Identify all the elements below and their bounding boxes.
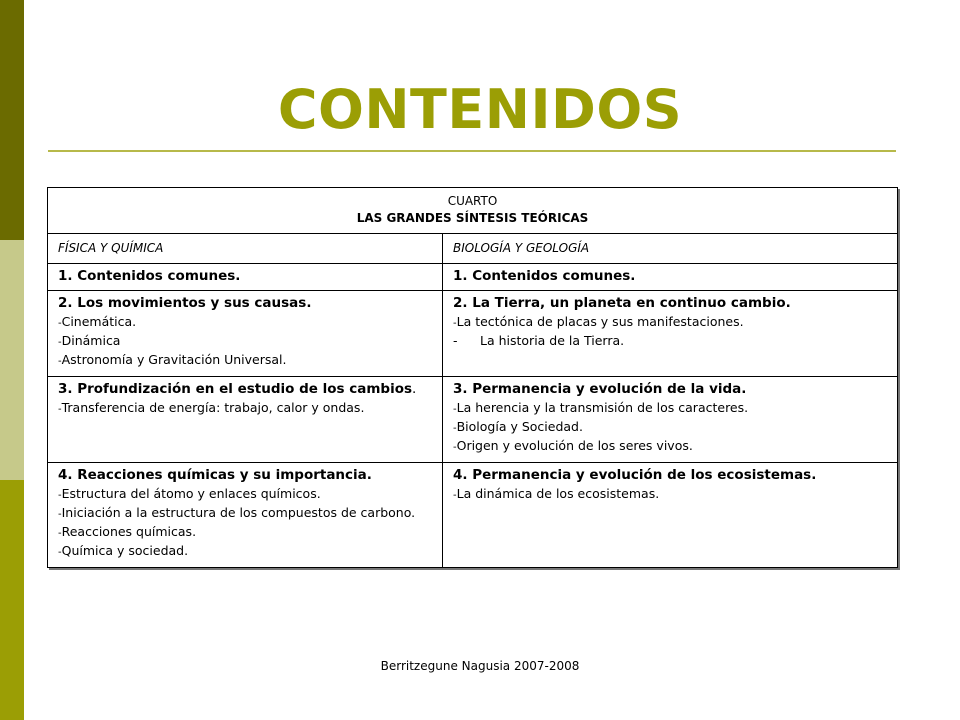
table-cell — [443, 264, 898, 291]
list-item: -Biología y Sociedad. — [453, 419, 583, 434]
table-cell — [443, 463, 898, 568]
table-cell — [48, 377, 443, 463]
list-item: -Transferencia de energía: trabajo, calor y ondas. — [58, 400, 365, 415]
table-cell — [48, 264, 443, 291]
section-title: 1. Contenidos comunes. — [58, 268, 241, 284]
list-item: -La dinámica de los ecosistemas. — [453, 486, 660, 501]
list-item: -Cinemática. — [58, 314, 137, 329]
table-cell — [443, 291, 898, 377]
section-title: 4. Reacciones químicas y su importancia. — [58, 467, 372, 483]
accent-bar-bottom — [0, 480, 24, 720]
list-item: - La historia de la Tierra. — [453, 333, 625, 348]
section-title: 2. La Tierra, un planeta en continuo cambio. — [453, 295, 791, 311]
subject-biology-geology: BIOLOGÍA Y GEOLOGÍA — [443, 234, 898, 264]
section-title: 3. Permanencia y evolución de la vida. — [453, 381, 747, 397]
list-item: -Iniciación a la estructura de los compuestos de carbono. — [58, 505, 416, 520]
table-row — [48, 377, 898, 463]
subjects-row — [48, 234, 898, 264]
section-title: 1. Contenidos comunes. — [453, 268, 636, 284]
table-row — [48, 463, 898, 568]
title-divider — [48, 150, 896, 152]
contents-table — [47, 187, 898, 568]
list-item: -La tectónica de placas y sus manifestaciones. — [453, 314, 744, 329]
section-title: 2. Los movimientos y sus causas. — [58, 295, 312, 311]
list-item: -Química y sociedad. — [58, 543, 189, 558]
course-label: CUARTO — [447, 194, 498, 208]
list-item: -La herencia y la transmisión de los caracteres. — [453, 400, 749, 415]
list-item: -Origen y evolución de los seres vivos. — [453, 438, 693, 453]
slide-title: CONTENIDOS — [277, 78, 683, 141]
table-cell — [48, 291, 443, 377]
section-title: 3. Profundización en el estudio de los cambios. — [58, 381, 417, 397]
slide-footer: Berritzegune Nagusia 2007-2008 — [380, 659, 580, 673]
table-header-cell — [48, 188, 898, 234]
table-header-row — [48, 188, 898, 234]
table-cell — [48, 463, 443, 568]
list-item: -Astronomía y Gravitación Universal. — [58, 352, 287, 367]
subject-physics-chemistry: FÍSICA Y QUÍMICA — [48, 234, 443, 264]
list-item: -Reacciones químicas. — [58, 524, 197, 539]
list-item: -Estructura del átomo y enlaces químicos. — [58, 486, 321, 501]
table-row — [48, 264, 898, 291]
course-subtitle: LAS GRANDES SÍNTESIS TEÓRICAS — [356, 211, 589, 225]
list-item: -Dinámica — [58, 333, 121, 348]
table-row — [48, 291, 898, 377]
table-cell — [443, 377, 898, 463]
section-title: 4. Permanencia y evolución de los ecosistemas. — [453, 467, 817, 483]
accent-bar-middle — [0, 240, 24, 480]
